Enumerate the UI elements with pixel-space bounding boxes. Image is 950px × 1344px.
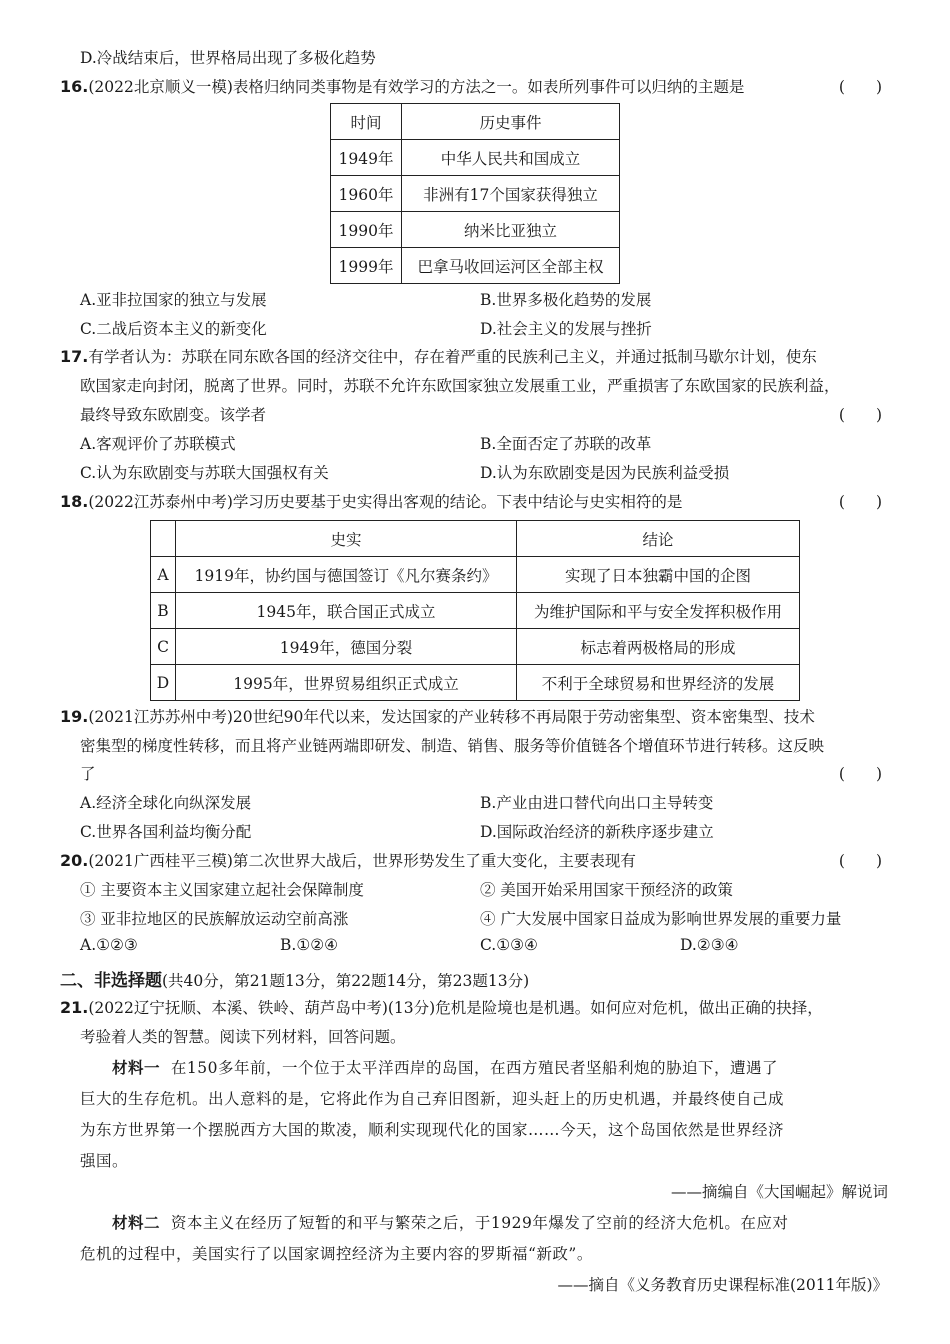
table-cell: 纳米比亚独立 (402, 212, 620, 248)
q17-option-d: D.认为东欧剧变是因为民族利益受损 (480, 464, 730, 482)
table-cell: 不利于全球贸易和世界经济的发展 (517, 665, 800, 701)
table-header: 史实 (176, 521, 517, 557)
table-header-row (151, 521, 800, 557)
q19-stem-line-1 (60, 705, 815, 727)
q21-stem-line-1 (60, 996, 823, 1018)
q20-option-d: D.②③④ (680, 936, 739, 954)
table-row (151, 629, 800, 665)
material1-line-1 (112, 1056, 778, 1078)
q18-stem (60, 490, 682, 512)
table-row (331, 176, 620, 212)
q17-answer-paren: ( ) (838, 406, 882, 424)
q18-stem-text: (2022江苏泰州中考)学习历史要基于史实得出客观的结论。下表中结论与史实相符的是 (88, 493, 683, 511)
table-header: 结论 (517, 521, 800, 557)
q19-line-text: (2021江苏苏州中考)20世纪90年代以来，发达国家的产业转移不再局限于劳动密集型、资本密集型、技术 (88, 708, 815, 726)
table-row (331, 248, 620, 284)
material1-line-4: 强国。 (80, 1152, 129, 1170)
q20-number: 20. (60, 851, 89, 870)
table-cell: C (151, 629, 176, 665)
q20-stem (60, 849, 636, 871)
q16-option-b: B.世界多极化趋势的发展 (480, 291, 652, 309)
q20-item-4: ④ 广大发展中国家日益成为影响世界发展的重要力量 (480, 910, 842, 928)
material1-line-2: 巨大的生存危机。出人意料的是，它将此作为自己弃旧图新，迎头赶上的历史机遇，并最终使自己成 (80, 1090, 785, 1108)
q19-number: 19. (60, 707, 89, 726)
table-cell: 1919年，协约国与德国签订《凡尔赛条约》 (176, 557, 517, 593)
q18-table (150, 520, 800, 701)
q20-answer-paren: ( ) (838, 852, 882, 870)
q16-table (330, 103, 620, 284)
table-row (331, 140, 620, 176)
table-cell: 实现了日本独霸中国的企图 (517, 557, 800, 593)
table-row (331, 212, 620, 248)
q20-option-a: A.①②③ (80, 936, 138, 954)
material2-source: ——摘自《义务教育历史课程标准(2011年版)》 (557, 1276, 888, 1294)
q16-stem-text: (2022北京顺义一模)表格归纳同类事物是有效学习的方法之一。如表所列事件可以归纳的主题是 (88, 78, 745, 96)
table-row (151, 557, 800, 593)
material1-label: 材料一 (112, 1059, 161, 1077)
table-cell: 1995年，世界贸易组织正式成立 (176, 665, 517, 701)
q20-option-b: B.①②④ (280, 936, 339, 954)
section-subtitle: (共40分，第21题13分，第22题14分，第23题13分) (162, 972, 530, 990)
material1-line-3: 为东方世界第一个摆脱西方大国的欺凌，顺利实现现代化的国家……今天，这个岛国依然是世界经济 (80, 1121, 785, 1139)
q19-stem-line-2: 密集型的梯度性转移，而且将产业链两端即研发、制造、销售、服务等价值链各个增值环节进行转移。这反映 (80, 737, 825, 755)
table-cell: 标志着两极格局的形成 (517, 629, 800, 665)
table-header (151, 521, 176, 557)
q19-option-b: B.产业由进口替代向出口主导转变 (480, 794, 714, 812)
material2-label: 材料二 (112, 1214, 161, 1232)
table-cell: B (151, 593, 176, 629)
table-cell: 中华人民共和国成立 (402, 140, 620, 176)
table-header: 时间 (331, 104, 402, 140)
table-cell: A (151, 557, 176, 593)
q16-option-c: C.二战后资本主义的新变化 (80, 320, 267, 338)
q17-option-b: B.全面否定了苏联的改革 (480, 435, 652, 453)
section-title: 二、非选择题 (60, 971, 162, 991)
q19-option-a: A.经济全球化向纵深发展 (80, 794, 252, 812)
q17-stem-line-1 (60, 345, 817, 367)
q18-number: 18. (60, 492, 89, 511)
table-cell: 1949年 (331, 140, 402, 176)
material2-text: 资本主义在经历了短暂的和平与繁荣之后，于1929年爆发了空前的经济大危机。在应对 (170, 1214, 789, 1232)
table-cell: 1949年，德国分裂 (176, 629, 517, 665)
table-header-row (331, 104, 620, 140)
q21-line-text: (2022辽宁抚顺、本溪、铁岭、葫芦岛中考)(13分)危机是险境也是机遇。如何应对危机，做出正确的抉择， (88, 999, 823, 1017)
table-cell: 1999年 (331, 248, 402, 284)
table-cell: D (151, 665, 176, 701)
q16-stem (60, 75, 744, 97)
q20-stem-text: (2021广西桂平三模)第二次世界大战后，世界形势发生了重大变化，主要表现有 (88, 852, 636, 870)
q17-option-c: C.认为东欧剧变与苏联大国强权有关 (80, 464, 329, 482)
table-cell: 1960年 (331, 176, 402, 212)
material2-line-2: 危机的过程中，美国实行了以国家调控经济为主要内容的罗斯福“新政”。 (80, 1245, 593, 1263)
table-cell: 巴拿马收回运河区全部主权 (402, 248, 620, 284)
q16-number: 16. (60, 77, 89, 96)
q17-number: 17. (60, 347, 89, 366)
material1-source: ——摘编自《大国崛起》解说词 (670, 1183, 888, 1201)
section-heading (60, 966, 529, 991)
table-row (151, 593, 800, 629)
table-cell: 1990年 (331, 212, 402, 248)
q19-stem-line-3: 了 (80, 765, 96, 783)
q16-answer-paren: ( ) (838, 78, 882, 96)
q20-item-1: ① 主要资本主义国家建立起社会保障制度 (80, 881, 364, 899)
material1-text: 在150多年前，一个位于太平洋西岸的岛国，在西方殖民者坚船利炮的胁迫下，遭遇了 (170, 1059, 778, 1077)
q19-option-c: C.世界各国利益均衡分配 (80, 823, 252, 841)
q16-option-d: D.社会主义的发展与挫折 (480, 320, 652, 338)
table-cell: 1945年，联合国正式成立 (176, 593, 517, 629)
q17-line-text: 有学者认为：苏联在同东欧各国的经济交往中，存在着严重的民族利己主义，并通过抵制马歇尔计划，使东 (88, 348, 817, 366)
q17-option-a: A.客观评价了苏联模式 (80, 435, 236, 453)
q17-stem-line-3: 最终导致东欧剧变。该学者 (80, 406, 267, 424)
q18-answer-paren: ( ) (838, 493, 882, 511)
q15-option-d: D.冷战结束后，世界格局出现了多极化趋势 (80, 49, 376, 67)
table-header: 历史事件 (402, 104, 620, 140)
q20-option-c: C.①③④ (480, 936, 538, 954)
q20-item-2: ② 美国开始采用国家干预经济的政策 (480, 881, 733, 899)
material2-line-1 (112, 1211, 788, 1233)
q20-item-3: ③ 亚非拉地区的民族解放运动空前高涨 (80, 910, 349, 928)
table-row (151, 665, 800, 701)
table-cell: 非洲有17个国家获得独立 (402, 176, 620, 212)
q16-option-a: A.亚非拉国家的独立与发展 (80, 291, 267, 309)
table-cell: 为维护国际和平与安全发挥积极作用 (517, 593, 800, 629)
q17-stem-line-2: 欧国家走向封闭，脱离了世界。同时，苏联不允许东欧国家独立发展重工业，严重损害了东欧国家的民族利益， (80, 377, 840, 395)
q21-number: 21. (60, 998, 89, 1017)
q19-answer-paren: ( ) (838, 765, 882, 783)
q21-stem-line-2: 考验着人类的智慧。阅读下列材料，回答问题。 (80, 1028, 406, 1046)
q19-option-d: D.国际政治经济的新秩序逐步建立 (480, 823, 714, 841)
